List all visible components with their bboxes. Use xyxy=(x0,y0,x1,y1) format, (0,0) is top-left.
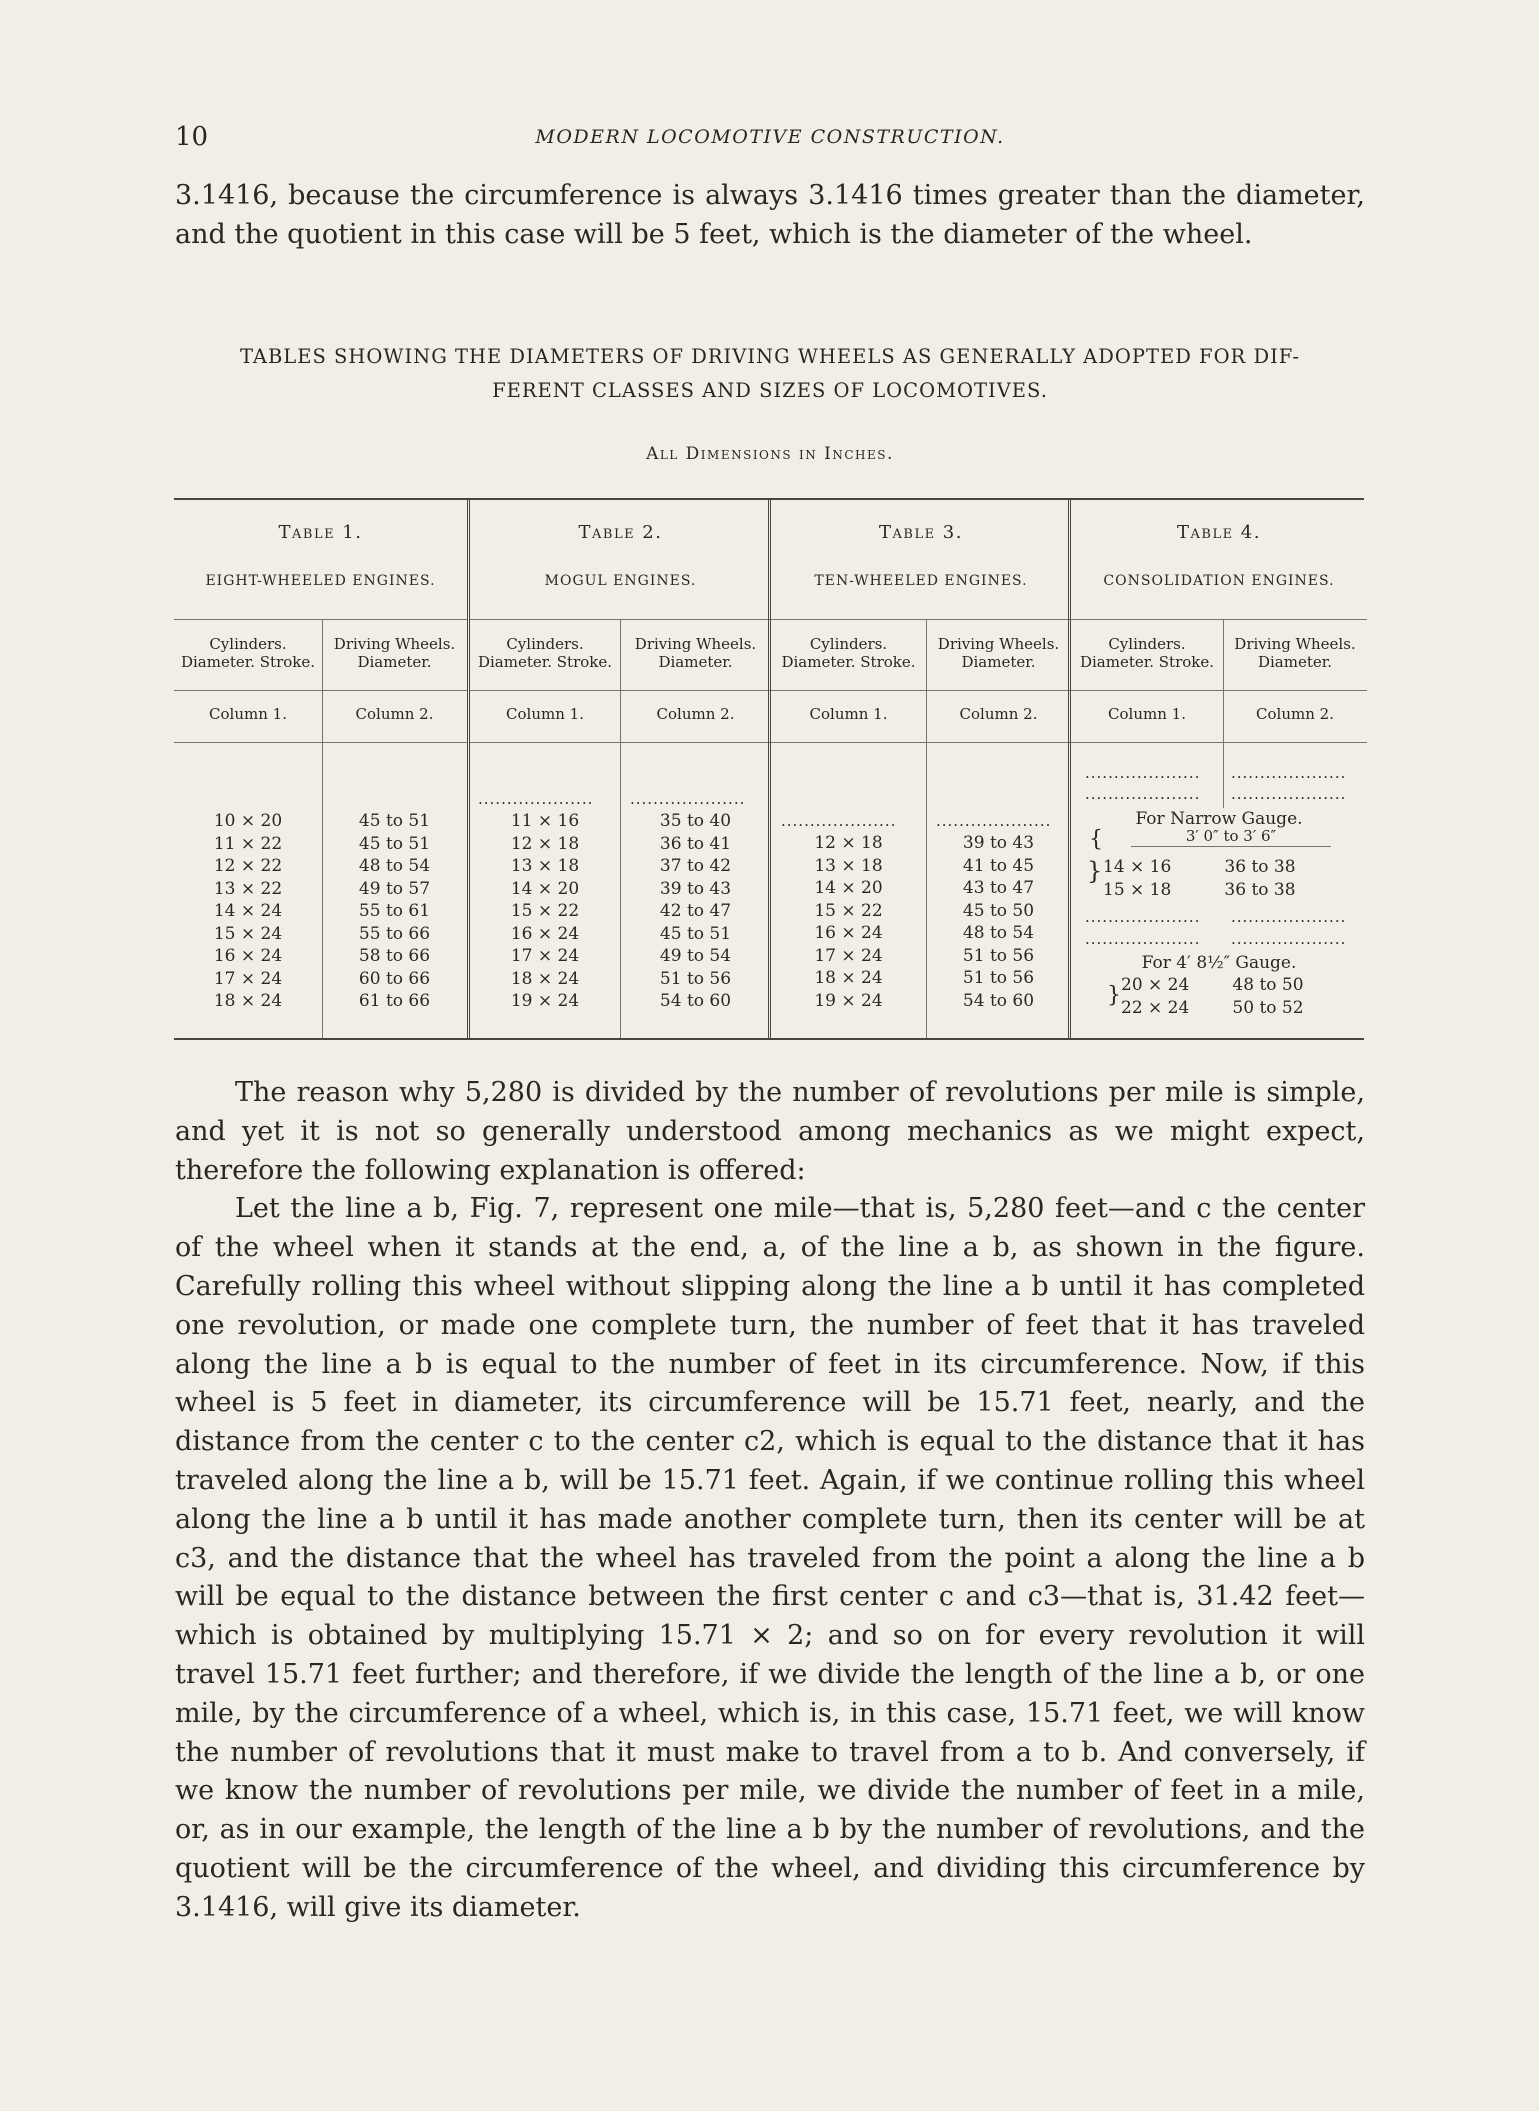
wheel-cell: 39 to 43 xyxy=(659,878,732,899)
driving-wheels-header xyxy=(620,635,771,671)
wheel-cell: 35 to 40 xyxy=(659,811,732,831)
cylinder-cell: 16 × 24 xyxy=(213,946,283,966)
wheel-cell: 48 to 54 xyxy=(962,923,1035,943)
leader-dots: .................... xyxy=(936,812,1052,830)
table-row xyxy=(1103,879,1296,902)
running-title: MODERN LOCOMOTIVE CONSTRUCTION. xyxy=(535,126,1005,148)
driving-wheels-header xyxy=(322,635,467,671)
wheel-cell: 48 to 50 xyxy=(1232,975,1304,995)
cylinders-label: Cylinders. xyxy=(809,635,888,653)
intro-paragraph xyxy=(175,177,1365,255)
wheel-cell: 61 to 66 xyxy=(358,991,431,1011)
cylinders-header xyxy=(470,635,620,671)
body-paragraph-1: The reason why 5,280 is divided by the number of revolutions per mile is simple, and yet it is not so generally understood among mechanics as we might expect, therefore the following explanation is offered: xyxy=(175,1077,1365,1186)
body-paragraph-2: Let the line a b, Fig. 7, represent one mile—that is, 5,280 feet—and c the center of the wheel when it stands at the end, a, of the line a b, as shown in the figure. Carefully rolling this wheel without slipping along the line a b until it has completed one revolution, or made one complete turn, the number of feet that it has traveled along the line a b is equal to the number of feet in its circumference. Now, if this wheel is 5 feet in diameter, its circumference will be 15.71 feet, nearly, and the distance from the center c to the center c2, which is equal to the distance that it has traveled along the line a b, will be 15.71 feet. Again, if we continue rolling this wheel along the line a b until it has made another complete turn, then its center will be at c3, and the distance that the wheel has traveled from the point a along the line a b will be equal to the distance between the first center c and c3—that is, 31.42 feet—which is obtained by multiplying 15.71 × 2; and so on for every revolution it will travel 15.71 feet further; and therefore, if we divide the length of the line a b, or one mile, by the circumference of a wheel, which is, in this case, 15.71 feet, we will know the number of revolutions that it must make to travel from a to b. And conversely, if we know the number of revolutions per mile, we divide the number of feet in a mile, or, as in our example, the length of the line a b by the number of revolutions, and the quotient will be the circumference of the wheel, and dividing this circumference by 3.1416, will give its diameter. xyxy=(175,1193,1365,1923)
driving-wheels-label: Driving Wheels. xyxy=(634,635,757,653)
cylinder-cell: 14 × 20 xyxy=(814,878,883,898)
page-number: 10 xyxy=(175,122,209,152)
column-1-label: Column 1. xyxy=(1108,705,1186,723)
wheel-cell: 36 to 38 xyxy=(1224,857,1296,877)
driving-wheel-tables xyxy=(174,498,1364,1040)
cylinder-cell: 17 × 24 xyxy=(213,968,283,989)
table-caption xyxy=(175,340,1365,408)
column-2-label: Column 2. xyxy=(656,705,735,723)
table-3-rule xyxy=(771,742,1071,743)
table-2-cylinders-column xyxy=(470,810,620,1013)
column-2-label: Column 2. xyxy=(1256,705,1334,723)
dimensions-note: All Dimensions in Inches. xyxy=(646,444,894,464)
table-1-rule xyxy=(174,690,467,691)
cylinder-cell: 10 × 20 xyxy=(213,811,283,831)
table-3-cylinders-column xyxy=(771,832,926,1012)
diameter-label: Diameter. xyxy=(1257,653,1333,671)
cylinder-cell: 14 × 20 xyxy=(510,878,580,899)
leader-dots: .................... xyxy=(781,812,897,830)
cylinders-label: Cylinders. xyxy=(1108,635,1186,653)
leader-dots: .................... xyxy=(478,790,594,808)
diameter-stroke-label: Diameter. Stroke. xyxy=(477,653,613,671)
body-text xyxy=(175,1074,1365,1928)
leader-dots: .................... xyxy=(1085,785,1201,803)
table-3-rule xyxy=(771,690,1071,691)
table-3-title: Table 3. xyxy=(879,522,963,543)
cylinder-cell: 20 × 24 xyxy=(1121,975,1190,995)
table-1-subtitle: EIGHT-WHEELED ENGINES. xyxy=(205,573,436,589)
leader-dots: .................... xyxy=(1231,908,1347,926)
table-3 xyxy=(768,500,1071,1038)
cylinder-cell: 15 × 18 xyxy=(1103,879,1172,900)
diameter-stroke-label: Diameter. Stroke. xyxy=(1079,653,1215,671)
narrow-gauge-rows xyxy=(1103,856,1296,901)
wheel-cell: 45 to 50 xyxy=(962,900,1035,921)
wheel-cell: 55 to 61 xyxy=(358,901,431,921)
wheel-cell: 45 to 51 xyxy=(358,833,431,854)
intro-text: 3.1416, because the circumference is always 3.1416 times greater than the diameter, and the quotient in this case will be 5 feet, which is the diameter of the wheel. xyxy=(175,180,1365,250)
cylinders-label: Cylinders. xyxy=(506,635,584,653)
table-4 xyxy=(1068,500,1367,1038)
caption-line-1: TABLES SHOWING THE DIAMETERS OF DRIVING WHEELS AS GENERALLY ADOPTED FOR DIF- xyxy=(239,345,1301,368)
cylinder-cell: 14 × 16 xyxy=(1103,857,1172,877)
column-1-label: Column 1. xyxy=(809,705,888,723)
cylinder-cell: 11 × 22 xyxy=(213,833,283,854)
diameter-label: Diameter. xyxy=(658,653,733,671)
wheel-cell: 36 to 38 xyxy=(1224,879,1296,900)
leader-dots: .................... xyxy=(630,790,746,808)
wheel-cell: 49 to 57 xyxy=(358,878,431,899)
cylinder-cell: 12 × 18 xyxy=(510,833,580,854)
table-2-title: Table 2. xyxy=(578,522,663,543)
table-row xyxy=(1121,997,1304,1020)
table-1-wheels-column xyxy=(322,810,467,1013)
table-4-title: Table 4. xyxy=(1177,522,1261,543)
table-4-rule xyxy=(1071,742,1367,743)
wheel-cell: 41 to 45 xyxy=(962,855,1035,876)
cylinder-cell: 22 × 24 xyxy=(1121,997,1190,1018)
wheel-cell: 49 to 54 xyxy=(659,946,732,966)
table-1-title: Table 1. xyxy=(278,522,363,543)
table-2 xyxy=(467,500,771,1038)
table-2-wheels-column xyxy=(620,810,771,1013)
leader-dots: .................... xyxy=(1085,930,1201,948)
cylinder-cell: 15 × 22 xyxy=(510,901,580,921)
cylinder-cell: 19 × 24 xyxy=(510,991,580,1011)
table-row xyxy=(1103,856,1296,879)
wheel-cell: 45 to 51 xyxy=(659,923,732,944)
leader-dots: .................... xyxy=(1231,785,1347,803)
column-2-label: Column 2. xyxy=(355,705,434,723)
cylinder-cell: 12 × 18 xyxy=(814,833,883,853)
diameter-stroke-label: Diameter. Stroke. xyxy=(180,653,316,671)
cylinder-cell: 18 × 24 xyxy=(814,968,883,988)
leader-dots: .................... xyxy=(1231,764,1347,782)
brace-icon: } xyxy=(1107,983,1121,1008)
cylinders-header xyxy=(174,635,322,671)
cylinder-cell: 17 × 24 xyxy=(510,946,580,966)
driving-wheels-header xyxy=(926,635,1071,671)
cylinder-cell: 15 × 22 xyxy=(814,900,883,921)
wheel-cell: 37 to 42 xyxy=(659,856,732,876)
wheel-cell: 42 to 47 xyxy=(659,901,732,921)
leader-dots: .................... xyxy=(1085,764,1201,782)
cylinder-cell: 18 × 24 xyxy=(213,991,283,1011)
cylinder-cell: 12 × 22 xyxy=(213,856,283,876)
narrow-gauge-range: 3′ 0″ to 3′ 6″ xyxy=(1131,826,1331,847)
cylinder-cell: 17 × 24 xyxy=(814,945,883,966)
table-1-rule xyxy=(174,619,467,620)
table-4-rule xyxy=(1071,690,1367,691)
cylinder-cell: 11 × 16 xyxy=(510,811,580,831)
table-4-subtitle: CONSOLIDATION ENGINES. xyxy=(1103,573,1335,589)
wheel-cell: 43 to 47 xyxy=(962,878,1035,898)
table-1-rule xyxy=(174,742,467,743)
wheel-cell: 39 to 43 xyxy=(962,833,1035,853)
cylinder-cell: 14 × 24 xyxy=(213,901,283,921)
table-2-subtitle: MOGUL ENGINES. xyxy=(544,573,697,589)
wheel-cell: 54 to 60 xyxy=(962,990,1035,1011)
standard-gauge-label: For 4′ 8½″ Gauge. xyxy=(1141,953,1297,973)
wheel-cell: 45 to 51 xyxy=(358,811,431,831)
cylinder-cell: 19 × 24 xyxy=(814,990,883,1011)
wheel-cell: 51 to 56 xyxy=(962,968,1035,988)
driving-wheels-label: Driving Wheels. xyxy=(1234,635,1356,653)
driving-wheels-header xyxy=(1223,635,1367,671)
table-3-rule xyxy=(771,619,1071,620)
cylinders-label: Cylinders. xyxy=(209,635,287,653)
cylinder-cell: 16 × 24 xyxy=(814,923,883,943)
cylinder-cell: 13 × 18 xyxy=(510,856,580,876)
narrow-gauge-label: For Narrow Gauge. xyxy=(1135,809,1303,829)
driving-wheels-label: Driving Wheels. xyxy=(333,635,456,653)
running-header xyxy=(175,122,1365,156)
wheel-cell: 51 to 56 xyxy=(659,968,732,989)
table-row xyxy=(1121,974,1304,997)
table-1-cylinders-column xyxy=(174,810,322,1013)
leader-dots: .................... xyxy=(1085,908,1201,926)
wheel-cell: 50 to 52 xyxy=(1232,997,1304,1018)
diameter-label: Diameter. xyxy=(357,653,432,671)
wheel-cell: 55 to 66 xyxy=(358,923,431,944)
cylinder-cell: 15 × 24 xyxy=(213,923,283,944)
table-3-subtitle: TEN-WHEELED ENGINES. xyxy=(814,573,1028,589)
cylinder-cell: 13 × 18 xyxy=(814,855,883,876)
cylinder-cell: 13 × 22 xyxy=(213,878,283,899)
cylinders-header xyxy=(771,635,926,671)
diameter-label: Diameter. xyxy=(961,653,1036,671)
table-1 xyxy=(174,500,467,1038)
diameter-stroke-label: Diameter. Stroke. xyxy=(781,653,916,671)
wheel-cell: 36 to 41 xyxy=(659,833,732,854)
wheel-cell: 51 to 56 xyxy=(962,945,1035,966)
brace-icon: { xyxy=(1089,827,1103,852)
wheel-cell: 60 to 66 xyxy=(358,968,431,989)
caption-line-2: FERENT CLASSES AND SIZES OF LOCOMOTIVES. xyxy=(492,379,1048,402)
standard-gauge-rows xyxy=(1121,974,1304,1019)
column-1-label: Column 1. xyxy=(506,705,584,723)
cylinder-cell: 18 × 24 xyxy=(510,968,580,989)
table-4-rule xyxy=(1071,619,1367,620)
wheel-cell: 48 to 54 xyxy=(358,856,431,876)
brace-icon: } xyxy=(1087,857,1103,885)
wheel-cell: 58 to 66 xyxy=(358,946,431,966)
column-2-label: Column 2. xyxy=(959,705,1038,723)
table-3-wheels-column xyxy=(926,832,1071,1012)
cylinder-cell: 16 × 24 xyxy=(510,923,580,944)
wheel-cell: 54 to 60 xyxy=(659,991,732,1011)
column-1-label: Column 1. xyxy=(209,705,287,723)
cylinders-header xyxy=(1071,635,1223,671)
driving-wheels-label: Driving Wheels. xyxy=(937,635,1060,653)
leader-dots: .................... xyxy=(1231,930,1347,948)
